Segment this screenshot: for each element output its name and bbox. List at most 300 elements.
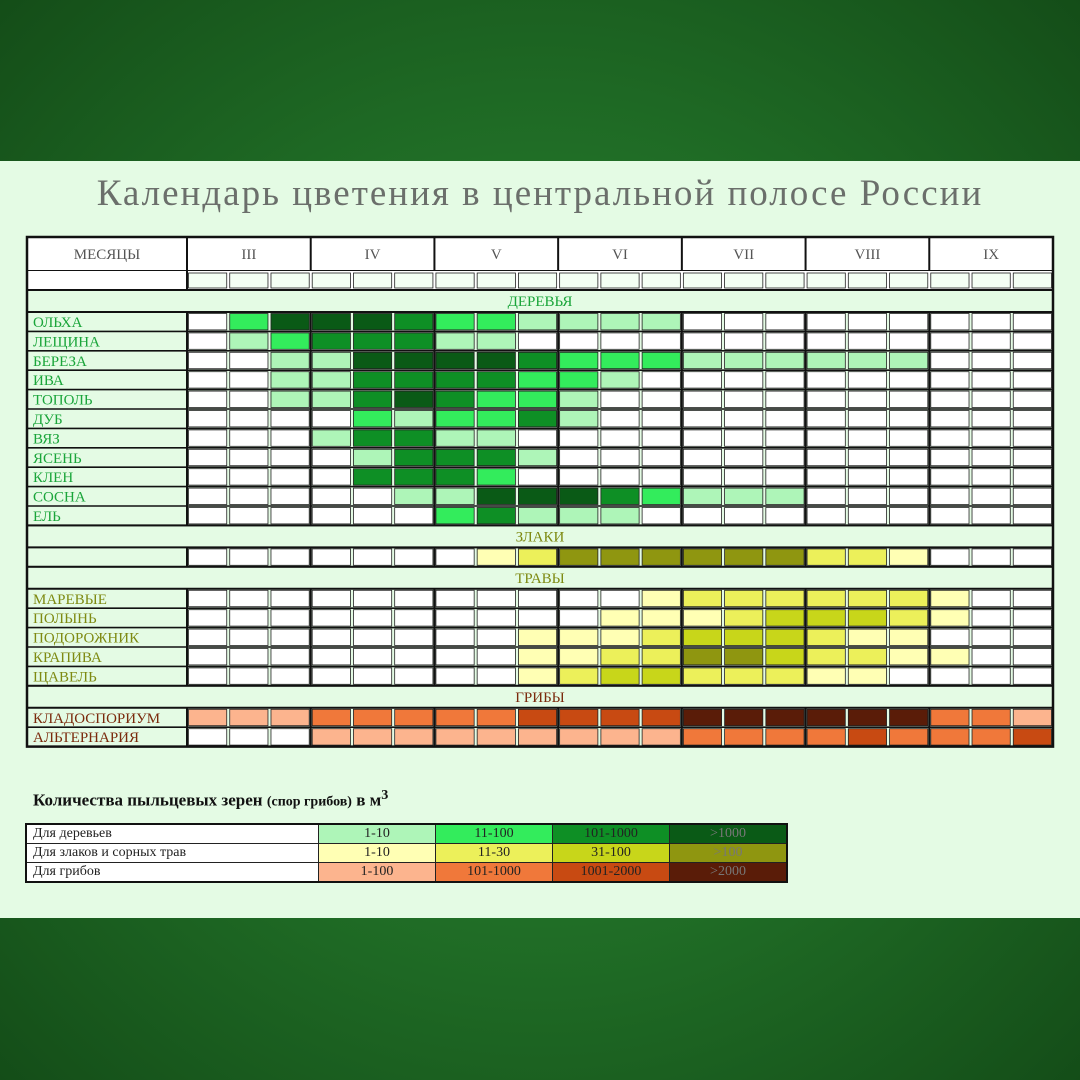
heat-cell <box>436 508 474 524</box>
heat-cell <box>890 333 928 349</box>
heat-cell <box>477 372 515 388</box>
heat-cell <box>766 469 804 485</box>
heat-cell <box>560 590 598 606</box>
heat-cell <box>312 411 350 427</box>
heat-cell <box>271 629 309 645</box>
decade-cell <box>890 273 928 288</box>
heat-cell <box>766 411 804 427</box>
legend-title-main: Количества пыльцевых зерен <box>33 790 263 810</box>
heat-cell <box>436 314 474 330</box>
heat-cell <box>890 449 928 465</box>
heat-cell <box>972 610 1010 626</box>
heat-cell <box>766 352 804 368</box>
legend-range-cell: 1001-2000 <box>553 863 670 883</box>
heat-cell <box>890 629 928 645</box>
heat-cell <box>271 649 309 665</box>
heat-cell <box>766 590 804 606</box>
heat-cell <box>972 430 1010 446</box>
row-label: ТОПОЛЬ <box>33 392 93 409</box>
heat-cell <box>271 449 309 465</box>
heat-cell <box>683 649 721 665</box>
heat-cell <box>1013 709 1051 725</box>
heat-cell <box>848 549 886 565</box>
heat-cell <box>560 411 598 427</box>
heat-cell <box>1013 668 1051 684</box>
heat-cell <box>931 649 969 665</box>
heat-cell <box>271 488 309 504</box>
heat-cell <box>807 729 845 745</box>
legend-row <box>26 863 787 883</box>
heat-cell <box>601 391 639 407</box>
heat-cell <box>725 430 763 446</box>
heat-cell <box>848 610 886 626</box>
heat-cell <box>848 709 886 725</box>
heat-cell <box>312 391 350 407</box>
heat-cell <box>766 372 804 388</box>
heat-cell <box>518 729 556 745</box>
heat-cell <box>477 729 515 745</box>
legend-range-cell: 1-100 <box>319 863 436 883</box>
heat-cell <box>931 610 969 626</box>
heat-cell <box>601 610 639 626</box>
heat-cell <box>518 333 556 349</box>
heat-cell <box>807 610 845 626</box>
heat-cell <box>271 372 309 388</box>
heat-cell <box>848 430 886 446</box>
heat-cell <box>436 709 474 725</box>
heat-cell <box>725 629 763 645</box>
legend-table <box>25 823 788 883</box>
heat-cell <box>601 508 639 524</box>
heat-cell <box>436 549 474 565</box>
legend-title-sup: 3 <box>381 787 389 803</box>
heat-cell <box>395 590 433 606</box>
heat-cell <box>436 449 474 465</box>
heat-cell <box>807 314 845 330</box>
heat-cell <box>642 729 680 745</box>
heat-cell <box>683 430 721 446</box>
heat-cell <box>477 430 515 446</box>
heat-cell <box>683 333 721 349</box>
heat-cell <box>683 629 721 645</box>
heat-cell <box>725 352 763 368</box>
heat-cell <box>436 469 474 485</box>
heat-cell <box>560 352 598 368</box>
heat-cell <box>271 391 309 407</box>
heat-cell <box>848 488 886 504</box>
heat-cell <box>230 549 268 565</box>
section-title-grass: ЗЛАКИ <box>515 529 565 546</box>
heat-cell <box>642 333 680 349</box>
heat-cell <box>642 372 680 388</box>
heat-cell <box>271 333 309 349</box>
month-label-IV: IV <box>364 247 381 263</box>
heat-cell <box>807 411 845 427</box>
decade-cell <box>230 273 268 288</box>
heat-cell <box>395 729 433 745</box>
heat-cell <box>312 430 350 446</box>
heat-cell <box>807 391 845 407</box>
heat-cell <box>436 649 474 665</box>
heat-cell <box>931 314 969 330</box>
heat-cell <box>972 709 1010 725</box>
heat-cell <box>189 729 227 745</box>
heat-cell <box>601 469 639 485</box>
heat-cell <box>766 629 804 645</box>
decade-cell <box>477 273 515 288</box>
heat-cell <box>890 590 928 606</box>
legend-row <box>26 824 787 844</box>
heat-cell <box>972 729 1010 745</box>
heat-cell <box>972 590 1010 606</box>
heat-cell <box>683 668 721 684</box>
decade-cell <box>189 273 227 288</box>
heat-cell <box>601 629 639 645</box>
heat-cell <box>560 668 598 684</box>
heat-cell <box>560 391 598 407</box>
heat-cell <box>230 333 268 349</box>
heat-cell <box>436 590 474 606</box>
heat-cell <box>725 314 763 330</box>
row-label: ПОДОРОЖНИК <box>33 630 140 647</box>
heat-cell <box>766 333 804 349</box>
heat-cell <box>890 668 928 684</box>
heat-cell <box>807 352 845 368</box>
heat-cell <box>848 333 886 349</box>
heat-cell <box>230 430 268 446</box>
months-header-bg <box>27 237 1053 271</box>
heat-cell <box>477 610 515 626</box>
month-label-IX: IX <box>983 247 1000 263</box>
heat-cell <box>642 391 680 407</box>
heat-cell <box>436 430 474 446</box>
heat-cell <box>601 314 639 330</box>
heat-cell <box>395 709 433 725</box>
heat-cell <box>848 668 886 684</box>
heat-cell <box>972 391 1010 407</box>
heat-cell <box>395 629 433 645</box>
heat-cell <box>395 333 433 349</box>
heat-cell <box>395 430 433 446</box>
heat-cell <box>683 449 721 465</box>
heat-cell <box>312 590 350 606</box>
heat-cell <box>683 729 721 745</box>
legend-range-cell: 101-1000 <box>436 863 553 883</box>
heat-cell <box>518 430 556 446</box>
decade-cell <box>642 273 680 288</box>
heat-cell <box>518 668 556 684</box>
heat-cell <box>931 729 969 745</box>
heat-cell <box>312 709 350 725</box>
heat-cell <box>230 629 268 645</box>
heat-cell <box>518 391 556 407</box>
heat-cell <box>683 314 721 330</box>
heat-cell <box>189 333 227 349</box>
heat-cell <box>807 549 845 565</box>
heat-cell <box>972 629 1010 645</box>
heat-cell <box>890 508 928 524</box>
heat-cell <box>931 449 969 465</box>
heat-cell <box>931 488 969 504</box>
heat-cell <box>189 649 227 665</box>
heat-cell <box>353 372 391 388</box>
heat-cell <box>353 488 391 504</box>
legend-range-cell: 11-100 <box>436 824 553 844</box>
heat-cell <box>642 469 680 485</box>
heat-cell <box>642 508 680 524</box>
heat-cell <box>560 709 598 725</box>
heat-cell <box>353 430 391 446</box>
heat-cell <box>642 590 680 606</box>
decade-cell <box>807 273 845 288</box>
heat-cell <box>395 549 433 565</box>
heat-cell <box>972 411 1010 427</box>
heat-cell <box>972 449 1010 465</box>
row-label: ИВА <box>33 373 64 390</box>
heat-cell <box>807 649 845 665</box>
heat-cell <box>766 729 804 745</box>
heat-cell <box>189 391 227 407</box>
heat-cell <box>271 610 309 626</box>
heat-cell <box>972 508 1010 524</box>
heat-cell <box>230 391 268 407</box>
heat-cell <box>931 372 969 388</box>
heat-cell <box>436 729 474 745</box>
heat-cell <box>395 469 433 485</box>
heat-cell <box>230 449 268 465</box>
heat-cell <box>848 629 886 645</box>
heat-cell <box>848 352 886 368</box>
heat-cell <box>972 372 1010 388</box>
heat-cell <box>642 488 680 504</box>
decade-cell <box>436 273 474 288</box>
heat-cell <box>725 668 763 684</box>
legend-title <box>33 787 388 811</box>
heat-cell <box>807 449 845 465</box>
heat-cell <box>601 372 639 388</box>
heat-cell <box>972 314 1010 330</box>
heat-cell <box>477 508 515 524</box>
heat-cell <box>1013 729 1051 745</box>
heat-cell <box>890 314 928 330</box>
heat-cell <box>353 391 391 407</box>
heat-cell <box>725 610 763 626</box>
heat-cell <box>725 333 763 349</box>
heat-cell <box>807 488 845 504</box>
heat-cell <box>436 629 474 645</box>
heat-cell <box>601 668 639 684</box>
heat-cell <box>601 709 639 725</box>
heat-cell <box>353 352 391 368</box>
month-label-VI: VI <box>612 247 628 263</box>
heat-cell <box>353 333 391 349</box>
heat-cell <box>807 508 845 524</box>
row-label: КЛАДОСПОРИУМ <box>33 710 161 727</box>
row-label: ВЯЗ <box>33 431 60 448</box>
heat-cell <box>312 352 350 368</box>
heat-cell <box>766 488 804 504</box>
heat-cell <box>560 333 598 349</box>
heat-cell <box>395 488 433 504</box>
month-label-V: V <box>490 247 502 263</box>
heat-cell <box>518 508 556 524</box>
heat-cell <box>931 411 969 427</box>
heat-cell <box>725 649 763 665</box>
heat-cell <box>560 610 598 626</box>
heat-cell <box>436 668 474 684</box>
section-title-grass: ТРАВЫ <box>515 570 565 587</box>
heat-cell <box>230 314 268 330</box>
heat-cell <box>807 333 845 349</box>
heat-cell <box>189 449 227 465</box>
decade-cell <box>560 273 598 288</box>
heat-cell <box>477 709 515 725</box>
heat-cell <box>1013 469 1051 485</box>
heat-cell <box>353 610 391 626</box>
decade-cell <box>271 273 309 288</box>
heat-cell <box>312 508 350 524</box>
months-header-label: МЕСЯЦЫ <box>73 247 141 263</box>
decade-cell <box>848 273 886 288</box>
heat-cell <box>683 508 721 524</box>
heat-cell <box>230 508 268 524</box>
heat-cell <box>972 469 1010 485</box>
legend-row <box>26 844 787 863</box>
heat-cell <box>395 649 433 665</box>
heat-cell <box>477 629 515 645</box>
heat-cell <box>766 508 804 524</box>
heat-cell <box>766 668 804 684</box>
heat-cell <box>230 372 268 388</box>
decade-cell <box>725 273 763 288</box>
heat-cell <box>807 590 845 606</box>
heat-cell <box>395 449 433 465</box>
heat-cell <box>1013 352 1051 368</box>
heat-cell <box>972 549 1010 565</box>
heat-cell <box>1013 610 1051 626</box>
heat-cell <box>1013 314 1051 330</box>
legend-range-cell: 11-30 <box>436 844 553 863</box>
heat-cell <box>972 488 1010 504</box>
heat-cell <box>848 391 886 407</box>
heat-cell <box>642 314 680 330</box>
heat-cell <box>642 449 680 465</box>
row-label: СОСНА <box>33 489 86 506</box>
heat-cell <box>560 488 598 504</box>
heat-cell <box>931 333 969 349</box>
heat-cell <box>1013 629 1051 645</box>
legend-range-cell: >100 <box>670 844 788 863</box>
heat-cell <box>436 488 474 504</box>
heat-cell <box>807 469 845 485</box>
heat-cell <box>601 411 639 427</box>
decade-cell <box>683 273 721 288</box>
heat-cell <box>395 391 433 407</box>
heat-cell <box>477 391 515 407</box>
heat-cell <box>972 352 1010 368</box>
heat-cell <box>477 668 515 684</box>
heat-cell <box>518 449 556 465</box>
heat-cell <box>601 549 639 565</box>
decade-cell <box>518 273 556 288</box>
heat-cell <box>931 549 969 565</box>
heat-cell <box>683 709 721 725</box>
heat-cell <box>271 709 309 725</box>
legend-title-unit: в м <box>356 790 382 810</box>
heat-cell <box>766 430 804 446</box>
heat-cell <box>353 709 391 725</box>
heat-cell <box>436 391 474 407</box>
heat-cell <box>642 709 680 725</box>
heat-cell <box>436 411 474 427</box>
heat-cell <box>890 549 928 565</box>
row-label: ПОЛЫНЬ <box>33 611 97 628</box>
heat-cell <box>189 352 227 368</box>
heat-cell <box>518 649 556 665</box>
decade-cell <box>395 273 433 288</box>
row-label: ЩАВЕЛЬ <box>33 669 97 686</box>
heat-cell <box>807 372 845 388</box>
decade-cell <box>931 273 969 288</box>
legend-row-label: Для грибов <box>26 863 319 883</box>
legend-range-cell: 101-1000 <box>553 824 670 844</box>
heat-cell <box>642 668 680 684</box>
heat-cell <box>642 411 680 427</box>
row-label: ЯСЕНЬ <box>33 450 82 467</box>
heat-cell <box>230 590 268 606</box>
heat-cell <box>353 449 391 465</box>
heat-cell <box>807 709 845 725</box>
heat-cell <box>518 590 556 606</box>
heat-cell <box>560 549 598 565</box>
heat-cell <box>189 668 227 684</box>
heat-cell <box>725 549 763 565</box>
heat-cell <box>766 314 804 330</box>
heat-cell <box>477 314 515 330</box>
heat-cell <box>189 411 227 427</box>
heat-cell <box>642 352 680 368</box>
heat-cell <box>518 629 556 645</box>
heat-cell <box>725 469 763 485</box>
heat-cell <box>395 411 433 427</box>
heat-cell <box>890 488 928 504</box>
heat-cell <box>848 469 886 485</box>
month-label-VIII: VIII <box>854 247 881 263</box>
heat-cell <box>395 352 433 368</box>
heat-cell <box>807 668 845 684</box>
heat-cell <box>312 629 350 645</box>
heat-cell <box>972 333 1010 349</box>
heat-cell <box>560 449 598 465</box>
heat-cell <box>601 449 639 465</box>
heat-cell <box>725 411 763 427</box>
heat-cell <box>890 729 928 745</box>
heat-cell <box>725 372 763 388</box>
legend-row-label: Для деревьев <box>26 824 319 844</box>
heat-cell <box>271 508 309 524</box>
section-title-fungi: ГРИБЫ <box>515 689 565 706</box>
heat-cell <box>890 610 928 626</box>
heat-cell <box>931 629 969 645</box>
heat-cell <box>189 709 227 725</box>
heat-cell <box>890 709 928 725</box>
heat-cell <box>642 629 680 645</box>
heat-cell <box>683 352 721 368</box>
heat-cell <box>766 709 804 725</box>
heat-cell <box>271 668 309 684</box>
row-label: ДУБ <box>33 412 63 428</box>
heat-cell <box>312 314 350 330</box>
